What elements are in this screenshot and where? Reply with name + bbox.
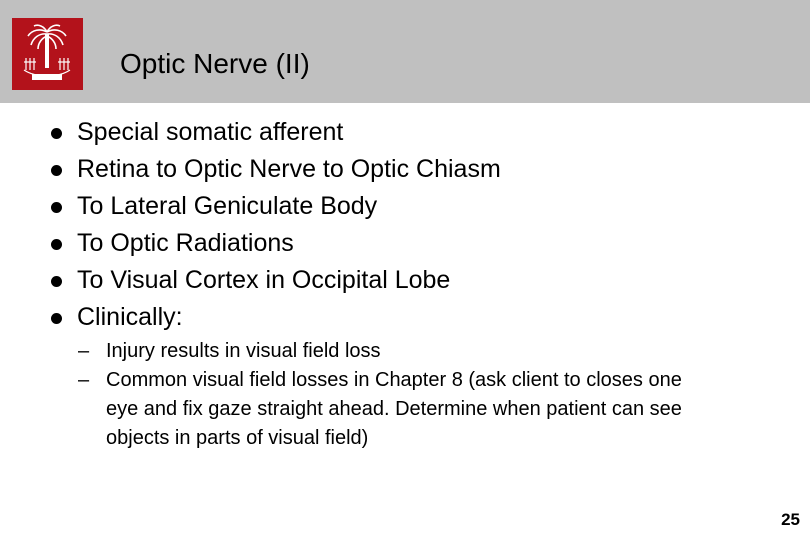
bullet-item: To Lateral Geniculate Body: [45, 188, 785, 225]
dash-marker: –: [78, 340, 90, 362]
bullet-dot-icon: [51, 239, 62, 250]
bullet-dot-icon: [51, 276, 62, 287]
slide-title: Optic Nerve (II): [120, 48, 310, 79]
sub-bullet-list: [78, 337, 698, 453]
bullet-item: To Visual Cortex in Occipital Lobe: [45, 262, 785, 299]
bullet-item: Special somatic afferent: [45, 114, 785, 151]
bullet-dot-icon: [51, 202, 62, 213]
bullet-dot-icon: [51, 165, 62, 176]
slide-header: [0, 0, 810, 103]
dash-marker: –: [78, 369, 90, 391]
bullet-item: To Optic Radiations: [45, 225, 785, 262]
bullet-dot-icon: [51, 313, 62, 324]
sub-bullet-item: [78, 366, 698, 453]
sub-bullet-text: Injury results in visual field loss: [106, 340, 381, 362]
page-number: 25: [781, 510, 800, 529]
bullet-list: [45, 114, 785, 336]
bullet-dot-icon: [51, 128, 62, 139]
bullet-item: Retina to Optic Nerve to Optic Chiasm: [45, 151, 785, 188]
sub-bullet-item: [78, 337, 698, 366]
sub-bullet-text: Common visual field losses in Chapter 8 (ask client to closes one eye and fix gaze straight ahead. Determine when patient can see objects in parts of visual field): [106, 369, 682, 449]
palmetto-tree-seal-icon: [12, 18, 83, 90]
bullet-item: Clinically:: [45, 299, 785, 336]
